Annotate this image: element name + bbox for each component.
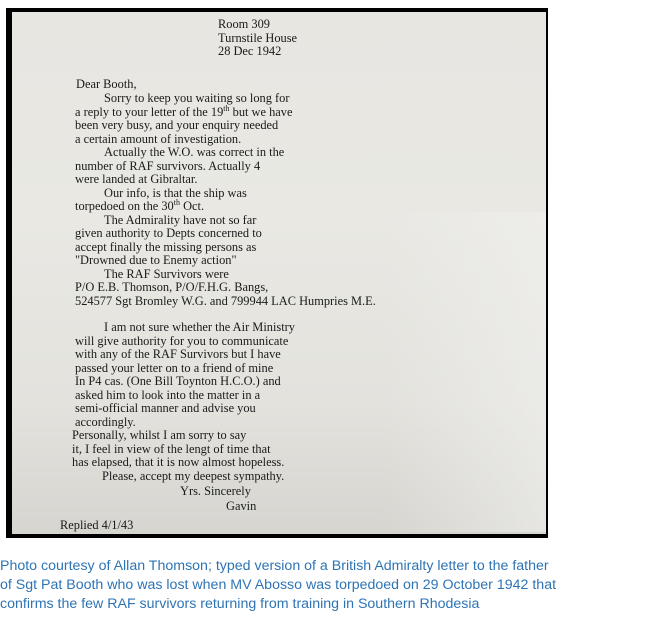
body-line: torpedoed on the 30th Oct. bbox=[75, 197, 205, 213]
body-line: passed your letter on to a friend of mine bbox=[75, 361, 274, 375]
typed-letter bbox=[12, 12, 546, 534]
body-line: has elapsed, that it is now almost hopeless. bbox=[72, 455, 285, 469]
reply-annotation: Replied 4/1/43 bbox=[60, 518, 134, 532]
body-line: P/O E.B. Thomson, P/O/F.H.G. Bangs, bbox=[75, 280, 269, 294]
salutation: Dear Booth, bbox=[76, 77, 137, 91]
body-line: I am not sure whether the Air Ministry bbox=[104, 320, 295, 334]
body-line: semi-official manner and advise you bbox=[75, 401, 256, 415]
body-line: given authority to Depts concerned to bbox=[75, 226, 262, 240]
body-line: The RAF Survivors were bbox=[104, 267, 229, 281]
caption-line: Photo courtesy of Allan Thomson; typed version of a British Admiralty letter to the father bbox=[0, 558, 549, 574]
letter-date: 28 Dec 1942 bbox=[218, 44, 282, 58]
closing: Yrs. Sincerely bbox=[180, 484, 251, 498]
signature: Gavin bbox=[226, 499, 257, 513]
body-line: accordingly. bbox=[75, 415, 136, 429]
body-line: it, I feel in view of the lengt of time that bbox=[72, 442, 271, 456]
body-line: been very busy, and your enquiry needed bbox=[75, 118, 279, 132]
letter-address bbox=[218, 18, 297, 59]
body-line: Actually the W.O. was correct in the bbox=[104, 145, 285, 159]
body-line: asked him to look into the matter in a bbox=[75, 388, 261, 402]
body-line: In P4 cas. (One Bill Toynton H.C.O.) and bbox=[75, 374, 281, 388]
body-line: 524577 Sgt Bromley W.G. and 799944 LAC Humpries M.E. bbox=[75, 294, 376, 308]
body-line: Personally, whilst I am sorry to say bbox=[72, 428, 247, 442]
body-line: were landed at Gibraltar. bbox=[75, 172, 198, 186]
body-line: a reply to your letter of the 19th but we have bbox=[75, 103, 293, 119]
body-line: The Admirality have not so far bbox=[104, 213, 257, 227]
body-line: with any of the RAF Survivors but I have bbox=[75, 347, 281, 361]
body-line: will give authority for you to communicate bbox=[75, 334, 289, 348]
body-line: number of RAF survivors. Actually 4 bbox=[75, 159, 261, 173]
caption-line: of Sgt Pat Booth who was lost when MV Abosso was torpedoed on 29 October 1942 that bbox=[0, 577, 557, 593]
body-line: a certain amount of investigation. bbox=[75, 132, 242, 146]
body-line: Please, accept my deepest sympathy. bbox=[102, 469, 285, 483]
body-line: accept finally the missing persons as bbox=[75, 240, 257, 254]
address-line: Turnstile House bbox=[218, 30, 298, 45]
address-line: Room 309 bbox=[218, 17, 270, 31]
letter-photo bbox=[12, 12, 546, 534]
photo-frame bbox=[6, 8, 548, 538]
photo-caption bbox=[0, 557, 655, 614]
body-line: Our info, is that the ship was bbox=[104, 186, 247, 200]
caption-line: confirms the few RAF survivors returning from training in Southern Rhodesia bbox=[0, 596, 480, 612]
body-line: Sorry to keep you waiting so long for bbox=[104, 91, 290, 105]
body-line: "Drowned due to Enemy action" bbox=[75, 253, 237, 267]
